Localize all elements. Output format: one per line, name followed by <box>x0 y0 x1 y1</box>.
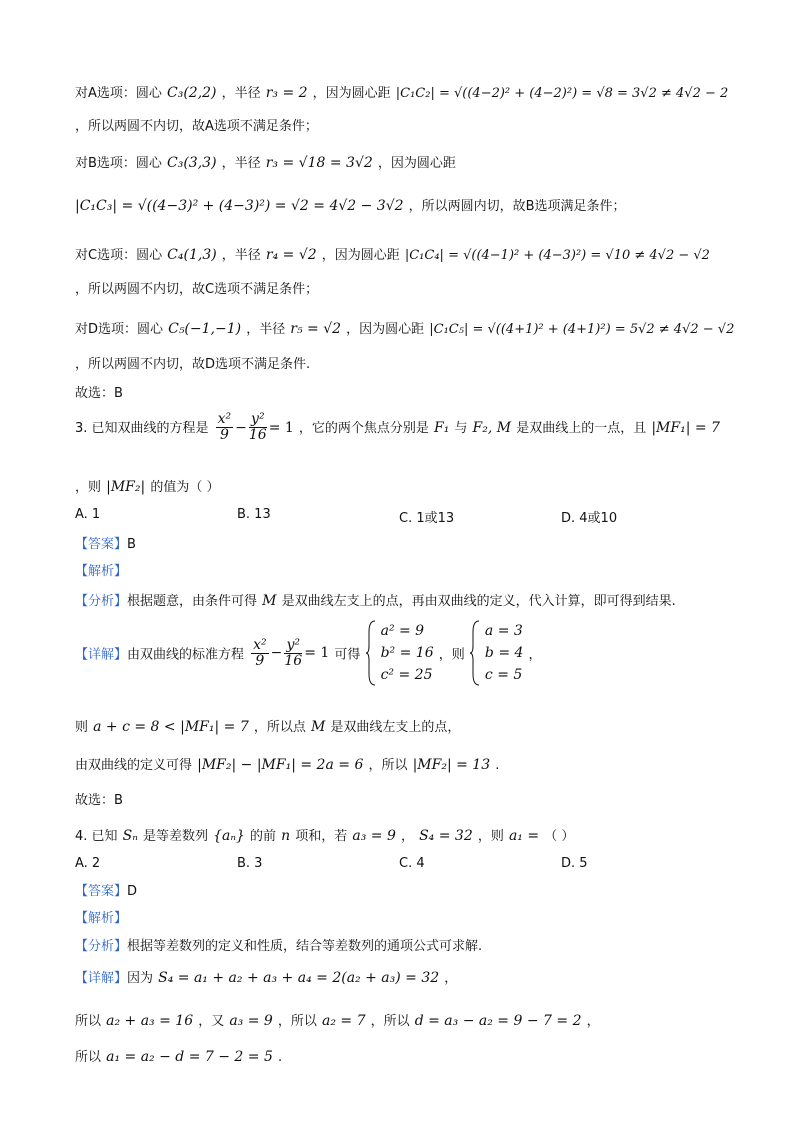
math: F₁ <box>434 420 450 436</box>
math: a + c = 8 < |MF₁| = 7 <box>93 719 249 735</box>
text: 是双曲线左支上的点，再由双曲线的定义，代入计算，即可得到结果. <box>281 594 676 609</box>
math: = 1 <box>304 645 330 661</box>
text: ，所以两圆内切，故B选项满足条件； <box>408 199 626 214</box>
math: C₃(3,3) <box>167 155 217 171</box>
option-b: B. 13 <box>237 507 271 522</box>
equation: b = 4 <box>484 645 524 661</box>
math: |C₁C₂| = √((4−2)² + (4−2)²) = √8 = 3√2 ≠ 4√2 − 2 <box>395 86 729 101</box>
text: ，它的两个焦点分别是 <box>298 421 429 436</box>
text: 由双曲线的定义可得 <box>75 758 193 773</box>
text: 由双曲线的标准方程 <box>127 647 245 663</box>
math: S₄ = 32 <box>419 828 473 844</box>
answer-label: 【答案】 <box>75 884 128 899</box>
brace-icon <box>470 620 480 686</box>
text: ，因为圆心距 <box>346 322 425 337</box>
question-4-line-1 <box>75 825 574 844</box>
numerator: y² <box>249 412 267 428</box>
text: 4. 已知 <box>75 829 118 844</box>
math: S₄ = a₁ + a₂ + a₃ + a₄ = 2(a₂ + a₃) = 32 <box>158 970 440 986</box>
numerator: x² <box>253 636 267 653</box>
math: Sₙ <box>122 828 138 844</box>
select-line: 故选：B <box>75 793 123 808</box>
text: 则 <box>75 720 89 735</box>
text: ，因为圆心距 <box>312 86 391 101</box>
text: 与 <box>454 421 468 436</box>
text: 的值为（ ） <box>150 480 220 495</box>
text: 是双曲线左支上的点， <box>330 720 461 735</box>
text: ，所以点 <box>253 720 306 735</box>
option-a: A. 1 <box>75 507 101 522</box>
math: C₅(−1,−1) <box>168 321 242 337</box>
detail-line <box>75 967 457 986</box>
answer-line <box>75 533 136 552</box>
denominator: 9 <box>255 652 265 669</box>
detail-line-2 <box>75 716 460 735</box>
equation: c = 5 <box>484 667 523 683</box>
text: 项和，若 <box>295 829 348 844</box>
math: a₃ = 9 <box>229 1013 273 1029</box>
fraction <box>216 412 234 443</box>
question-3-line-1 <box>75 412 720 443</box>
analysis-label: 【解析】 <box>75 911 128 926</box>
text: 可得 <box>334 647 361 663</box>
text: 根据等差数列的定义和性质，结合等差数列的通项公式可求解. <box>127 939 483 954</box>
math: a₁ = <box>508 828 540 844</box>
answer-label: 【答案】 <box>75 537 128 552</box>
text: 对D选项：圆心 <box>75 322 164 337</box>
detail-tag: 【详解】 <box>75 647 128 663</box>
math: r₃ = √18 = 3√2 <box>265 155 373 171</box>
text: ， <box>400 829 414 844</box>
math: = 1 <box>268 420 294 436</box>
math: a₂ = 7 <box>322 1013 366 1029</box>
analysis-line <box>75 935 482 954</box>
text: ，则 <box>75 480 102 495</box>
text: ，则 <box>438 647 465 663</box>
detail-line-3 <box>75 754 499 773</box>
fraction <box>284 638 302 669</box>
math: M <box>310 719 326 735</box>
denominator: 9 <box>219 427 229 443</box>
fraction <box>251 638 269 669</box>
text: ，半径 <box>246 322 286 337</box>
math: r₃ = 2 <box>265 85 308 101</box>
analysis-tag: 【分析】 <box>75 594 128 609</box>
equation-system <box>381 620 434 686</box>
fraction <box>249 412 267 443</box>
option-c: C. 4 <box>399 856 425 871</box>
math: M <box>262 593 277 609</box>
math: − <box>235 420 247 436</box>
equation: c² = 25 <box>380 667 433 683</box>
math: a₁ = a₂ − d = 7 − 2 = 5 <box>106 1049 273 1065</box>
option-b-line-1 <box>75 152 456 171</box>
text: ， <box>444 971 458 986</box>
equation: b² = 16 <box>380 645 434 661</box>
option-d: D. 5 <box>561 856 588 871</box>
text: 所以 <box>75 1050 102 1065</box>
math: F₂, M <box>472 420 512 436</box>
detail-line-3 <box>75 1046 282 1065</box>
text: （ ） <box>544 829 575 844</box>
text: . <box>277 1050 283 1065</box>
option-d: D. 4或10 <box>561 511 618 526</box>
text: 因为 <box>127 971 154 986</box>
question-3-line-2 <box>75 476 219 495</box>
analysis-line <box>75 590 676 609</box>
equation: a² = 9 <box>380 623 425 639</box>
math: |MF₂| = 13 <box>412 757 491 773</box>
text: ，因为圆心距 <box>321 248 400 263</box>
analysis-tag: 【分析】 <box>75 939 128 954</box>
option-c-line-2: ，所以两圆不内切，故C选项不满足条件； <box>75 282 319 297</box>
denominator: 16 <box>284 652 303 669</box>
math: |MF₂| <box>106 479 146 495</box>
text: ，因为圆心距 <box>377 156 456 171</box>
option-c-line-1 <box>75 244 710 263</box>
math: |MF₂| − |MF₁| = 2a = 6 <box>197 757 364 773</box>
text: ， <box>528 647 542 663</box>
answer-line <box>75 880 137 899</box>
denominator: 16 <box>248 427 267 443</box>
text: ，半径 <box>221 248 261 263</box>
text: ，又 <box>198 1014 225 1029</box>
analysis-label: 【解析】 <box>75 564 128 579</box>
text: 所以 <box>75 1014 102 1029</box>
text: 根据题意，由条件可得 <box>127 594 258 609</box>
math: |MF₁| = 7 <box>651 420 720 436</box>
math: C₃(2,2) <box>167 85 217 101</box>
math: − <box>270 645 283 661</box>
text: 对C选项：圆心 <box>75 248 163 263</box>
math: r₄ = √2 <box>265 247 317 263</box>
option-b-line-2 <box>75 195 626 214</box>
math: d = a₃ − a₂ = 9 − 7 = 2 <box>414 1013 582 1029</box>
detail-line <box>75 620 542 686</box>
math: r₅ = √2 <box>290 321 342 337</box>
math: |C₁C₄| = √((4−1)² + (4−3)²) = √10 ≠ 4√2 − √2 <box>404 248 710 263</box>
equation: a = 3 <box>484 623 523 639</box>
select-line: 故选：B <box>75 386 123 401</box>
math: a₃ = 9 <box>352 828 396 844</box>
text: ，半径 <box>221 156 261 171</box>
option-a-line-1 <box>75 82 728 101</box>
text: ，所以 <box>368 758 408 773</box>
text: ，所以 <box>370 1014 410 1029</box>
text: 是等差数列 <box>143 829 209 844</box>
text: ，则 <box>477 829 504 844</box>
equation-system <box>485 620 524 686</box>
math: |C₁C₅| = √((4+1)² + (4+1)²) = 5√2 ≠ 4√2 − √2 <box>429 322 735 337</box>
text: 的前 <box>250 829 277 844</box>
math: a₂ + a₃ = 16 <box>106 1013 194 1029</box>
option-a: A. 2 <box>75 856 101 871</box>
text: ，所以 <box>277 1014 317 1029</box>
option-b: B. 3 <box>237 856 263 871</box>
option-d-line-1 <box>75 318 734 337</box>
detail-line-2 <box>75 1010 600 1029</box>
option-c: C. 1或13 <box>399 511 455 526</box>
numerator: x² <box>217 411 232 427</box>
math: n <box>281 828 291 844</box>
text: ，半径 <box>221 86 261 101</box>
text: 是双曲线上的一点，且 <box>516 421 647 436</box>
numerator: y² <box>284 638 302 654</box>
math: C₄(1,3) <box>167 247 217 263</box>
option-d-line-2: ，所以两圆不内切，故D选项不满足条件. <box>75 357 311 372</box>
answer-value: B <box>127 537 136 552</box>
text: 3. 已知双曲线的方程是 <box>75 421 209 436</box>
math: {aₙ} <box>213 828 245 844</box>
brace-icon <box>366 620 376 686</box>
detail-tag: 【详解】 <box>75 971 128 986</box>
math: |C₁C₃| = √((4−3)² + (4−3)²) = √2 = 4√2 − 3√2 <box>75 198 404 214</box>
text: 对A选项：圆心 <box>75 86 162 101</box>
option-a-line-2: ，所以两圆不内切，故A选项不满足条件； <box>75 119 318 134</box>
answer-value: D <box>127 884 138 899</box>
text: ， <box>586 1014 600 1029</box>
text: . <box>495 758 500 773</box>
text: 对B选项：圆心 <box>75 156 162 171</box>
